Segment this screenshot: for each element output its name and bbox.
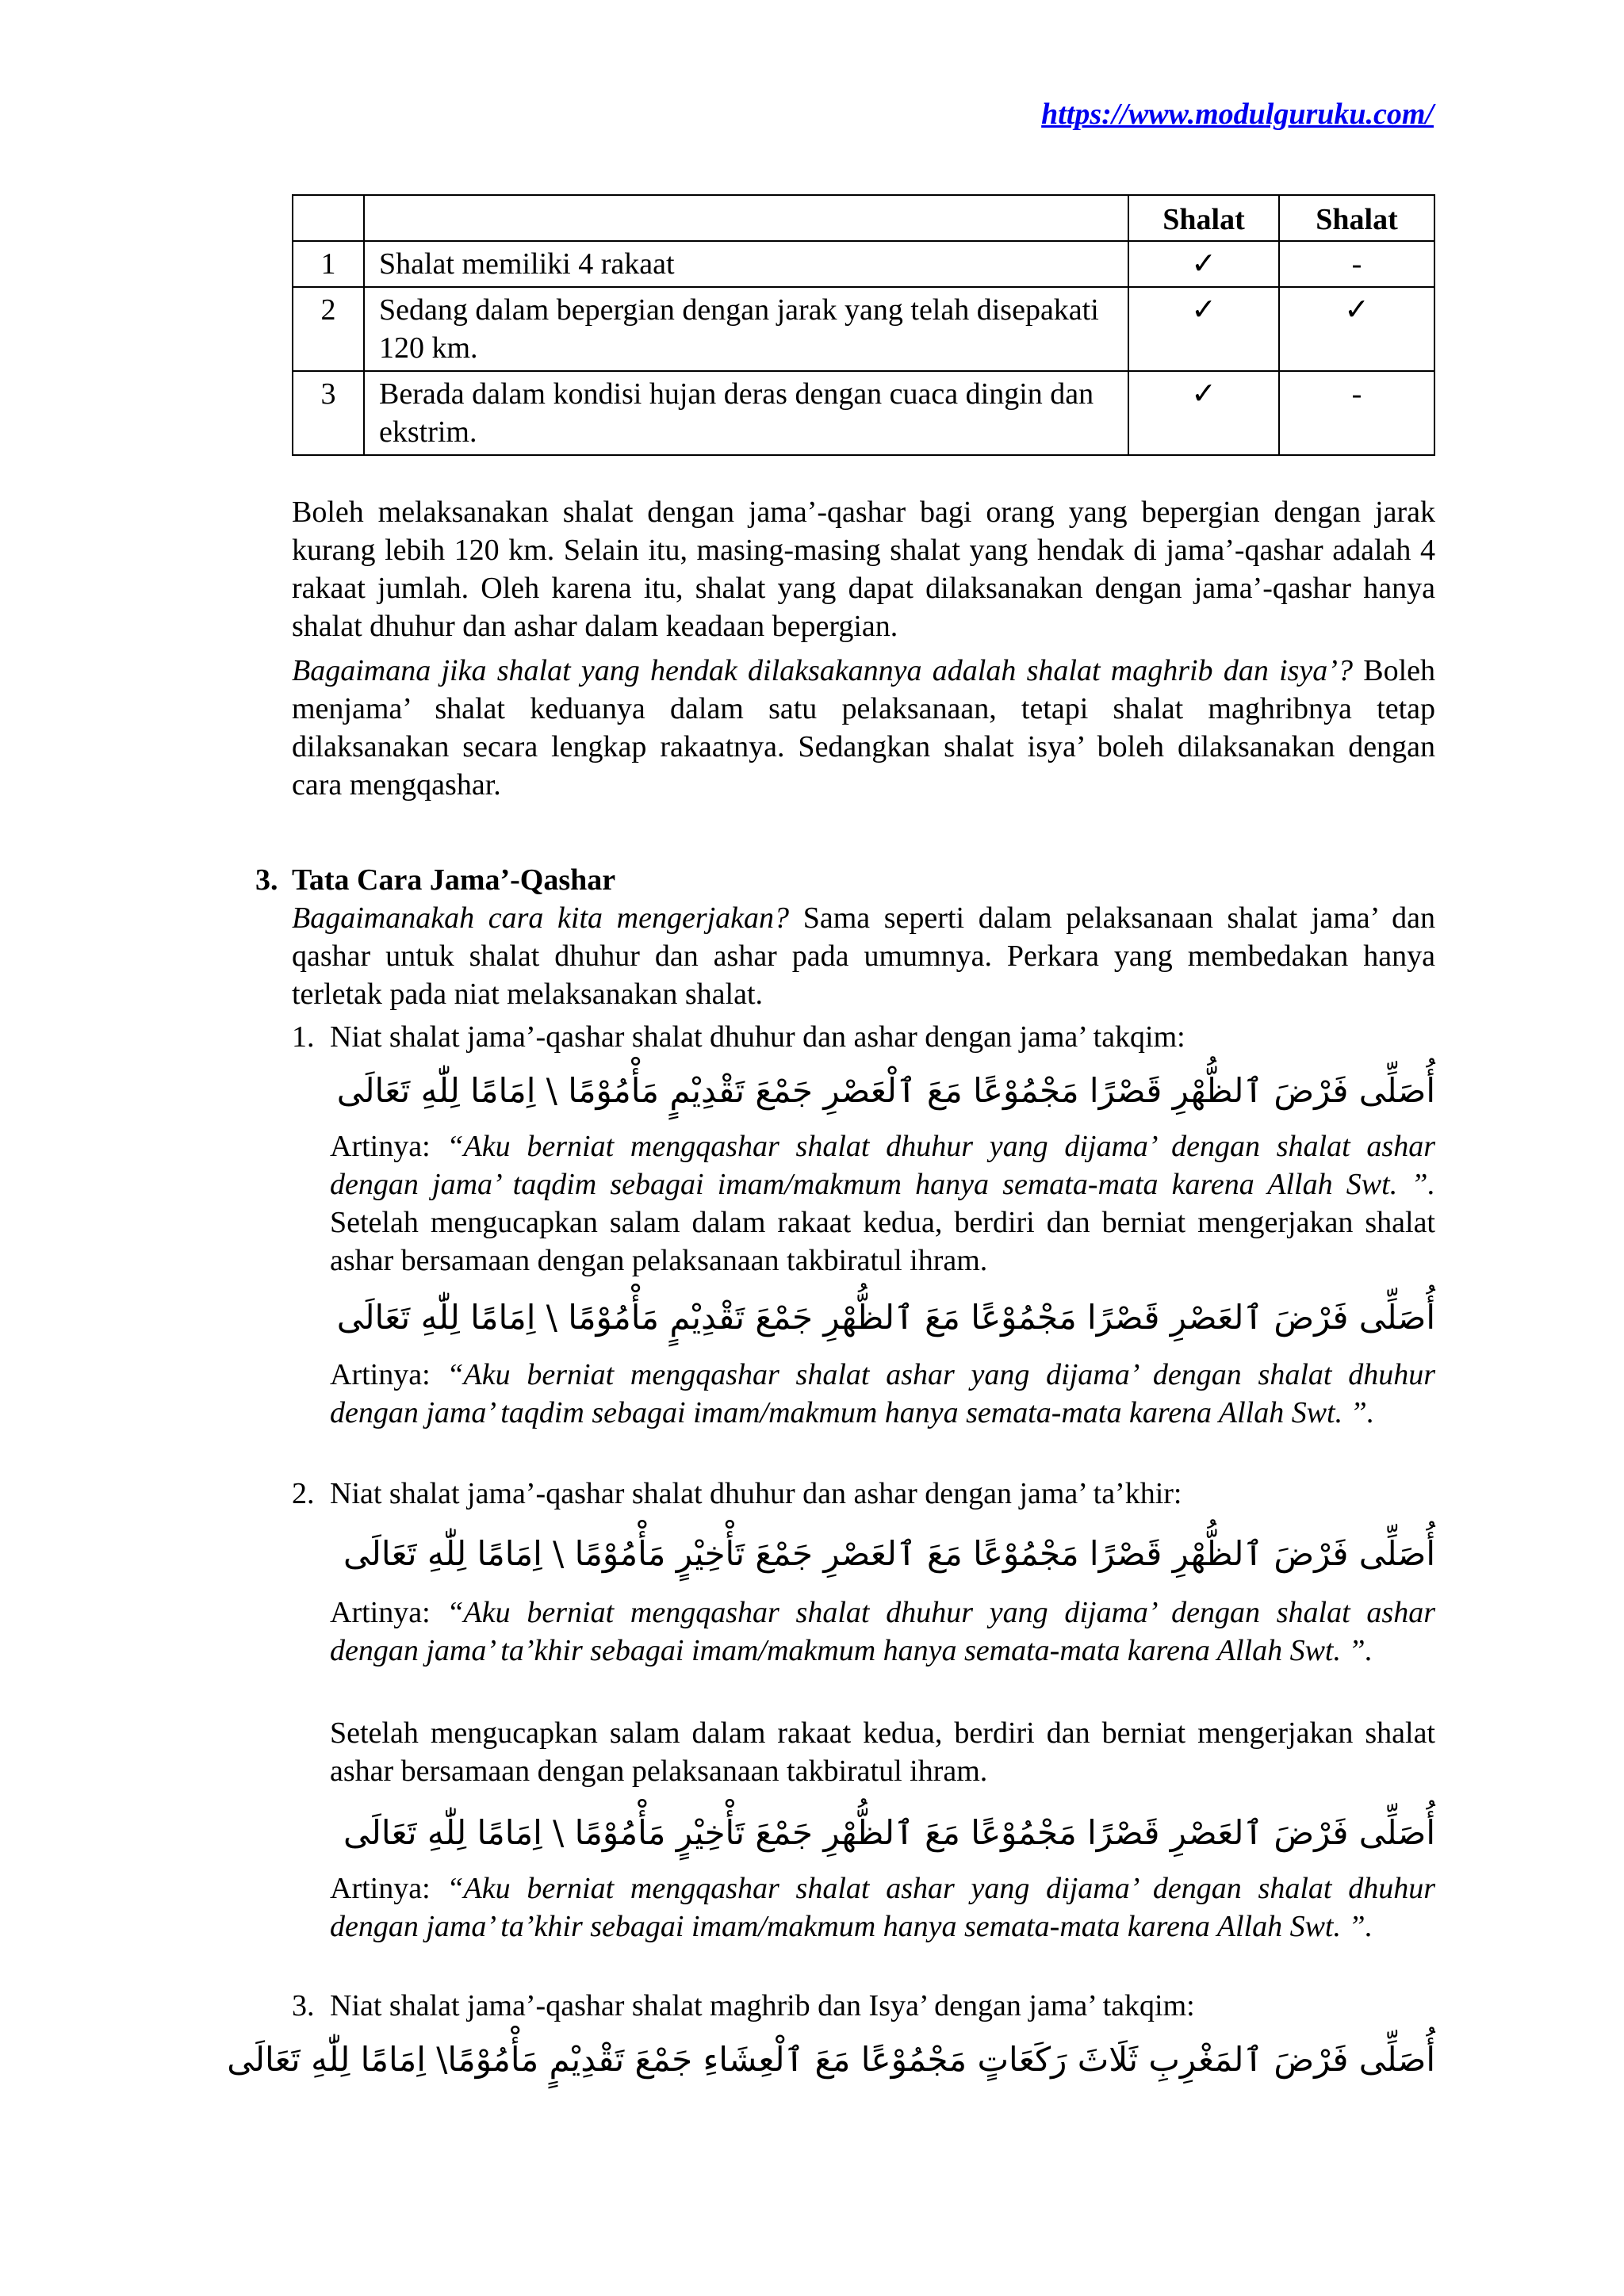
- paragraph: [292, 652, 1435, 804]
- translation-text: “Aku berniat mengqashar shalat dhuhur yang dijama’ dengan shalat ashar dengan jama’ taqdim sebagai imam/makmum hanya semata-mata karena Allah Swt. ”.: [330, 1130, 1435, 1201]
- list-item-title: [292, 1987, 1195, 2025]
- paragraph-text: Sama seperti dalam pelaksanaan shalat jama’ dan qashar untuk shalat dhuhur dan ashar pada umumnya. Perkara yang membedakan hanya terletak pada niat melaksanakan shalat.: [292, 901, 1435, 1011]
- table-header-row: [293, 195, 1434, 241]
- arabic-niat: أُصَلِّى فَرْضَ ٱلظُّهْرِ قَصْرًا مَجْمُوْعًا مَعَ ٱلعَصْرِ جَمْعَ تَأْخِيْرٍ مَأْمُوْمًا \ اِمَامًا لِلّٰهِ تَعَالَى: [343, 1534, 1435, 1573]
- list-item-title: [292, 1018, 1185, 1056]
- table-row: [293, 287, 1434, 371]
- question-text: Bagaimana jika shalat yang hendak dilaksakannya adalah shalat maghrib dan isya’?: [292, 654, 1353, 687]
- list-number: 3.: [292, 1989, 315, 2022]
- list-item-title: [292, 1475, 1182, 1513]
- check-mark: ✓: [1128, 287, 1279, 371]
- answer-text: Boleh menjama’ shalat keduanya dalam satu pelaksanaan, tetapi shalat maghribnya tetap dilaksanakan secara lengkap rakaatnya. Sedangkan shalat isya’ boleh dilaksanakan dengan cara mengqashar.: [292, 654, 1436, 802]
- translation: [330, 1356, 1435, 1432]
- row-number: 3: [293, 371, 364, 455]
- translation: [330, 1127, 1435, 1280]
- paragraph-text: Setelah mengucapkan salam dalam rakaat kedua, berdiri dan berniat mengerjakan shalat ashar bersamaan dengan pelaksanaan takbiratul ihram.: [330, 1206, 1435, 1277]
- section-heading: [255, 861, 615, 899]
- paragraph: Boleh melaksanakan shalat dengan jama’-qashar bagi orang yang bepergian dengan jarak kurang lebih 120 km. Selain itu, masing-masing shalat yang hendak di jama’-qashar adalah 4 rakaat jumlah. Oleh karena itu, shalat yang dapat dilaksanakan dengan jama’-qashar hanya shalat dhuhur dan ashar dalam keadaan bepergian.: [292, 496, 1435, 643]
- list-title: Niat shalat jama’-qashar shalat dhuhur dan ashar dengan jama’ ta’khir:: [330, 1477, 1182, 1510]
- row-description: Sedang dalam bepergian dengan jarak yang telah disepakati 120 km.: [364, 287, 1128, 371]
- check-mark: ✓: [1128, 241, 1279, 287]
- list-number: 1.: [292, 1020, 315, 1054]
- table-row: [293, 241, 1434, 287]
- arabic-niat: أُصَلِّى فَرْضَ ٱلمَغْرِبِ ثَلَاثَ رَكَعَاتٍ مَجْمُوْعًا مَعَ ٱلْعِشَاءِ جَمْعَ تَقْدِيْمٍ مَأْمُوْمًا\ اِمَامًا لِلّٰهِ تَعَالَى: [227, 2040, 1435, 2079]
- translation-text: “Aku berniat mengqashar shalat dhuhur yang dijama’ dengan shalat ashar dengan jama’ ta’khir sebagai imam/makmum hanya semata-mata karena Allah Swt. ”.: [330, 1596, 1435, 1667]
- arabic-niat: أُصَلِّى فَرْضَ ٱلعَصْرِ قَصْرًا مَجْمُوْعًا مَعَ ٱلظُّهْرِ جَمْعَ تَأْخِيْرٍ مَأْمُوْمًا \ اِمَامًا لِلّٰهِ تَعَالَى: [343, 1813, 1435, 1852]
- check-mark: ✓: [1128, 371, 1279, 455]
- translation: [330, 1869, 1435, 1946]
- table-header-cell: Shalat: [1128, 195, 1279, 241]
- paragraph: [292, 899, 1435, 1013]
- arabic-niat: أُصَلِّى فَرْضَ ٱلعَصْرِ قَصْرًا مَجْمُوْعًا مَعَ ٱلظُّهْرِ جَمْعَ تَقْدِيْمٍ مَأْمُوْمًا \ اِمَامًا لِلّٰهِ تَعَالَى: [336, 1298, 1435, 1337]
- section-number: 3.: [255, 863, 278, 897]
- paragraph: Setelah mengucapkan salam dalam rakaat kedua, berdiri dan berniat mengerjakan shalat ashar bersamaan dengan pelaksanaan takbiratul ihram.: [330, 1716, 1435, 1788]
- question-text: Bagaimanakah cara kita mengerjakan?: [292, 901, 790, 935]
- artinya-label: Artinya:: [330, 1872, 447, 1905]
- section-title: Tata Cara Jama’-Qashar: [292, 863, 616, 897]
- artinya-label: Artinya:: [330, 1596, 447, 1629]
- list-title: Niat shalat jama’-qashar shalat maghrib dan Isya’ dengan jama’ takqim:: [330, 1989, 1195, 2022]
- table-header-cell: [293, 195, 364, 241]
- check-mark: ✓: [1279, 287, 1434, 371]
- artinya-label: Artinya:: [330, 1358, 447, 1391]
- header-url-link[interactable]: https://www.modulguruku.com/: [1041, 98, 1434, 131]
- check-mark: -: [1279, 241, 1434, 287]
- row-description: Shalat memiliki 4 rakaat: [364, 241, 1128, 287]
- translation: [330, 1594, 1435, 1670]
- translation-text: “Aku berniat mengqashar shalat ashar yang dijama’ dengan shalat dhuhur dengan jama’ ta’khir sebagai imam/makmum hanya semata-mata karena Allah Swt. ”.: [330, 1872, 1435, 1943]
- row-description: Berada dalam kondisi hujan deras dengan cuaca dingin dan ekstrim.: [364, 371, 1128, 455]
- check-mark: -: [1279, 371, 1434, 455]
- criteria-table: [292, 194, 1435, 456]
- arabic-niat: أُصَلِّى فَرْضَ ٱلظُّهْرِ قَصْرًا مَجْمُوْعًا مَعَ ٱلْعَصْرِ جَمْعَ تَقْدِيْمٍ مَأْمُوْمًا \ اِمَامًا لِلّٰهِ تَعَالَى: [336, 1071, 1435, 1110]
- table-header-cell: Shalat: [1279, 195, 1434, 241]
- table-row: [293, 371, 1434, 455]
- table-header-cell: [364, 195, 1128, 241]
- row-number: 2: [293, 287, 364, 371]
- translation-text: “Aku berniat mengqashar shalat ashar yang dijama’ dengan shalat dhuhur dengan jama’ taqdim sebagai imam/makmum hanya semata-mata karena Allah Swt. ”.: [330, 1358, 1435, 1429]
- list-number: 2.: [292, 1477, 315, 1510]
- row-number: 1: [293, 241, 364, 287]
- artinya-label: Artinya:: [330, 1130, 447, 1163]
- list-title: Niat shalat jama’-qashar shalat dhuhur dan ashar dengan jama’ takqim:: [330, 1020, 1185, 1054]
